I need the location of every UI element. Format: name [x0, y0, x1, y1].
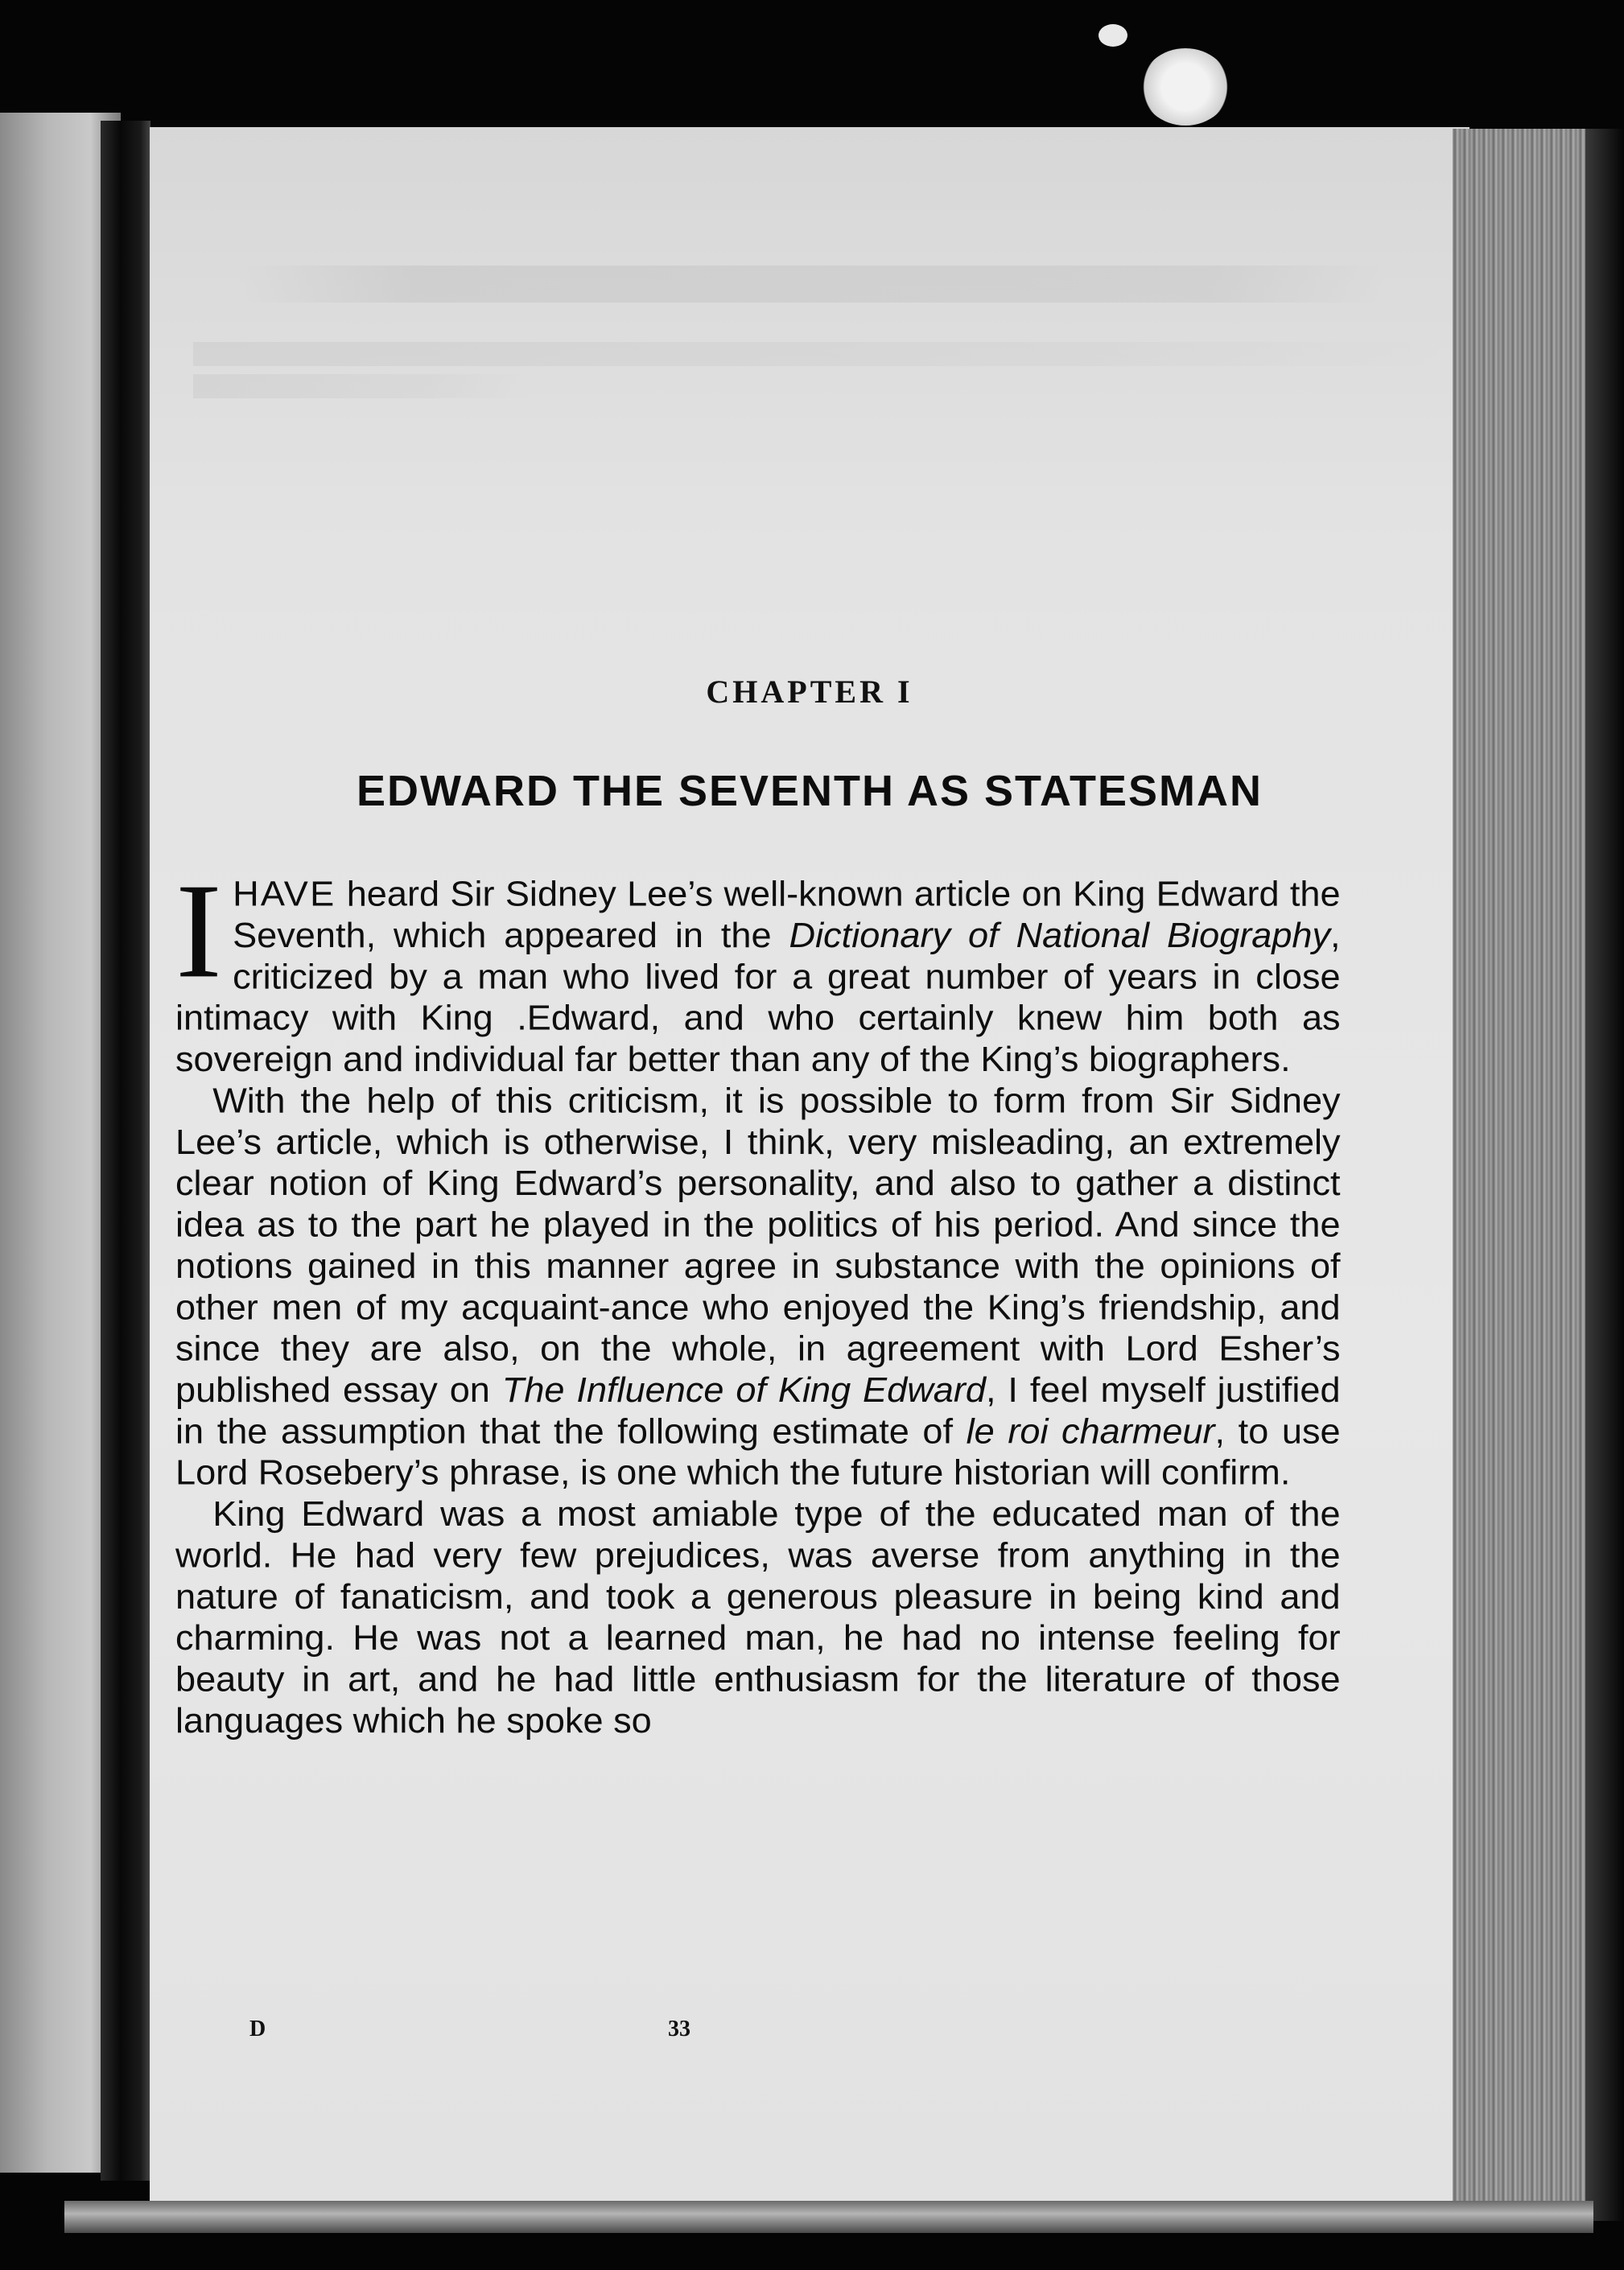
text-run: , to use Lord Rosebery’s phrase, is one which the future historian will confirm. [175, 1411, 1341, 1493]
show-through-heading [241, 266, 1384, 303]
show-through-line [193, 342, 1449, 366]
drop-cap: I [175, 855, 222, 1007]
page-bottom-edge [64, 2201, 1593, 2233]
signature-mark: D [249, 2017, 266, 2041]
body-text [175, 855, 1341, 1741]
lead-caps: HAVE [233, 874, 336, 914]
paragraph [175, 855, 1341, 1080]
paragraph [175, 1493, 1341, 1741]
book-gutter [101, 121, 150, 2181]
paper-spot [1098, 24, 1127, 47]
paragraph [175, 1080, 1341, 1493]
italic-title: The Influence of King Edward [501, 1370, 986, 1410]
chapter-title: EDWARD THE SEVENTH AS STATESMAN [356, 767, 1263, 815]
italic-title: Dictionary of National Biography [789, 915, 1331, 955]
chapter-label: CHAPTER I [706, 674, 913, 710]
show-through-line [193, 374, 531, 398]
paper-spot [1141, 48, 1230, 126]
text-run: King Edward was a most amiable type of the educated man of the world. He had very few prejudices, was averse from anything in the nature of fanaticism, and took a generous pleasure in being kind and charming. He was not a learned man, he had no intense feeling for beauty in art, and he had little enthusiasm for the literature of those languages which he spoke so [175, 1493, 1341, 1741]
page-fore-edge [1453, 129, 1605, 2221]
page-number: 33 [668, 2017, 690, 2041]
text-run: , criticized by a man who lived for a great number of years in close intimacy with King .Edward, and who certainly knew him both as sovereign and individual far better than any of the King’s biographers. [175, 915, 1341, 1079]
italic-phrase: le roi charmeur [966, 1411, 1215, 1451]
fore-edge-shadow [1585, 129, 1624, 2221]
text-run: , I feel myself justified in the assumption that the following estimate of [175, 1370, 1341, 1451]
text-run: heard Sir Sidney Lee’s well-known article on King Edward the Seventh, which appeared in the [233, 874, 1341, 955]
text-run: With the help of this criticism, it is possible to form from Sir Sidney Lee’s article, which is otherwise, I think, very misleading, an extremely clear notion of King Edward’s personality, and also to gather a distinct idea as to the part he played in the politics of his period. And since the notions gained in this manner agree in substance with the opinions of other men of my acquaint-ance who enjoyed the King’s friendship, and since they are also, on the whole, in agreement with Lord Esher’s published essay on [175, 1080, 1341, 1410]
